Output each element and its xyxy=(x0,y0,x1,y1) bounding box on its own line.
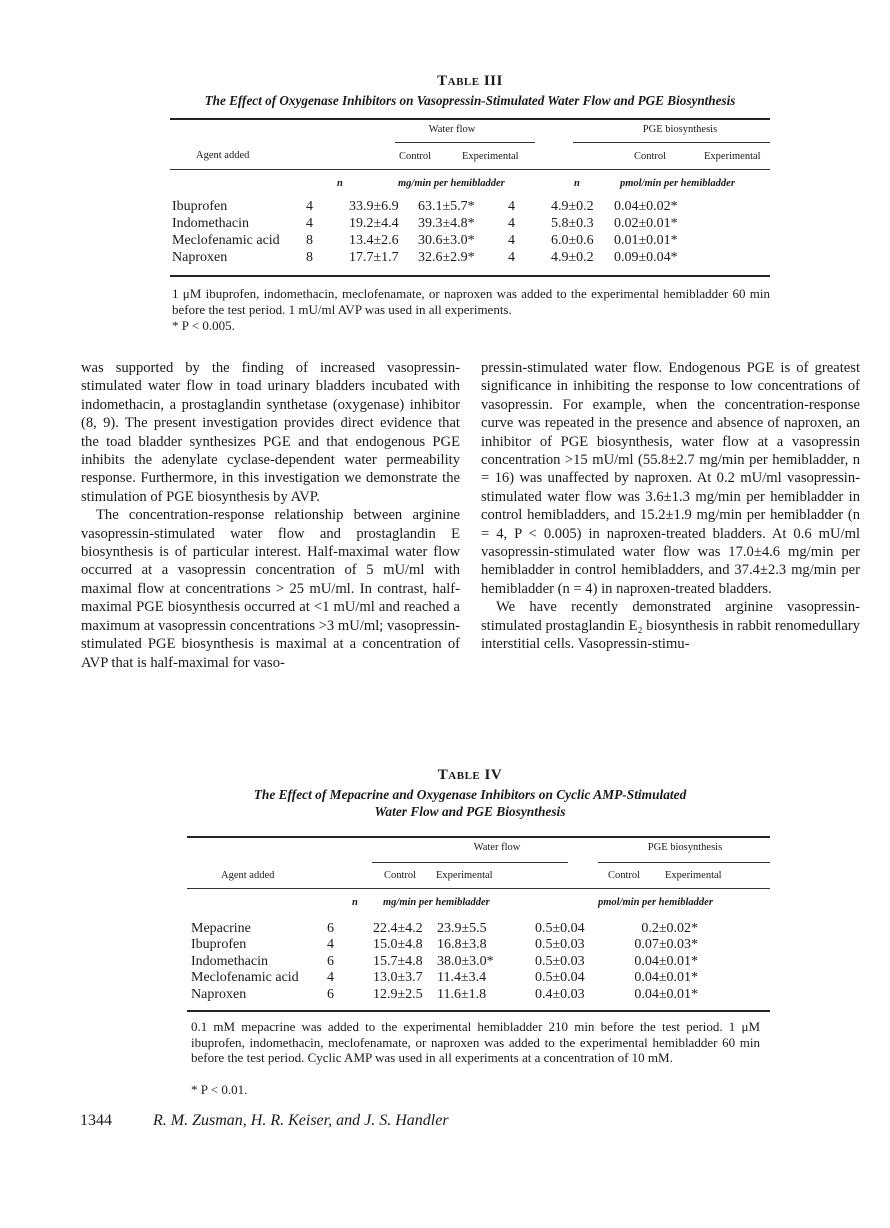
n-cell: 4 xyxy=(306,199,313,214)
table4-agent-header: Agent added xyxy=(221,870,275,881)
table3-agent-header: Agent added xyxy=(196,150,250,161)
table4-pge-exp-header: Experimental xyxy=(665,870,722,881)
n-cell: 4 xyxy=(306,216,313,231)
wf-exp-cell: 16.8±3.8 xyxy=(437,937,487,952)
pge-control-cell: 0.5±0.04 xyxy=(535,921,585,936)
n-cell: 8 xyxy=(306,250,313,265)
wf-control-cell: 13.0±3.7 xyxy=(373,970,423,985)
table4-label: Table IV xyxy=(437,767,503,783)
table4-header-rule xyxy=(187,888,770,889)
table3-pge-control-header: Control xyxy=(634,151,667,162)
pge-exp-cell: 0.01±0.01* xyxy=(614,233,678,248)
pge-control-cell: 4.9±0.2 xyxy=(551,250,594,265)
wf-control-cell: 22.4±4.2 xyxy=(373,921,423,936)
pge-control-cell: 6.0±0.6 xyxy=(551,233,594,248)
wf-control-cell: 19.2±4.4 xyxy=(349,216,399,231)
pge-exp-cell: 0.04±0.02* xyxy=(614,199,678,214)
agent-cell: Naproxen xyxy=(172,250,228,265)
paragraph: The concentration-response relationship between arginine vasopressin-stimulated water flow and prostaglandin E biosynthesis is of particular interest. Half-maximal water flow occurred at a vasopressin concentration of 5 mU/ml with maximal flow at concentrations > 25 mU/ml. In contrast, half-maximal PGE biosynthesis occurred at <1 mU/ml and reached a maximum at vasopressin concentrations >3 mU/ml; vasopressin-stimulated PGE biosynthesis is maximal at a concentration of AVP that is half-maximal for vaso- xyxy=(81,507,460,671)
wf-exp-cell: 39.3±4.8* xyxy=(418,216,475,231)
wf-exp-cell: 11.4±3.4 xyxy=(437,970,487,985)
pge-control-cell: 5.8±0.3 xyxy=(551,216,594,231)
table3-n2-label: n xyxy=(574,178,580,189)
n-cell: 4 xyxy=(508,250,515,265)
pge-exp-cell: 0.02±0.01* xyxy=(614,216,678,231)
n-cell: 6 xyxy=(327,987,334,1002)
table3-pge-unit: pmol/min per hemibladder xyxy=(620,178,735,189)
table3-pge-exp-header: Experimental xyxy=(704,151,761,162)
pge-control-cell: 0.4±0.03 xyxy=(535,987,585,1002)
paragraph: We have recently demonstrated arginine vasopressin-stimulated prostaglandin E₂ biosynthesis in rabbit renomedullary interstitial cells. Vasopressin-stimu- xyxy=(481,599,860,653)
agent-cell: Mepacrine xyxy=(191,921,251,936)
pge-control-cell: 0.5±0.03 xyxy=(535,937,585,952)
paragraph: pressin-stimulated water flow. Endogenous PGE is of greatest significance in inhibiting the response to low concentrations of vasopressin. For example, when the concentration-response curve was repeated in the presence and absence of naproxen, an inhibitor of PGE biosynthesis, water flow at a vasopressin concentration >15 mU/ml (55.8±2.7 mg/min per hemibladder, n = 16) was unaffected by naproxen. At 0.2 mU/ml vasopressin-stimulated water flow was 3.6±1.3 mg/min per hemibladder in control hemibladders, and 15.2±1.9 mg/min per hemibladder (n = 4, P < 0.005) in naproxen-treated bladders. At 0.6 mU/ml vasopressin-stimulated water flow was 17.0±4.6 mg/min per hemibladder in control hemibladders, and 37.4±2.3 mg/min per hemibladder (n = 4) in naproxen-treated bladders. xyxy=(481,360,860,597)
wf-control-cell: 13.4±2.6 xyxy=(349,233,399,248)
table3-top-rule xyxy=(170,118,770,120)
table4-water-unit: mg/min per hemibladder xyxy=(383,897,490,908)
table3-water-unit: mg/min per hemibladder xyxy=(398,178,505,189)
wf-control-cell: 17.7±1.7 xyxy=(349,250,399,265)
table4-caption-line2: Water Flow and PGE Biosynthesis xyxy=(374,804,566,819)
table4-wf-exp-header: Experimental xyxy=(436,870,493,881)
pge-exp-cell: 0.07±0.03* xyxy=(634,937,698,952)
wf-exp-cell: 32.6±2.9* xyxy=(418,250,475,265)
wf-exp-cell: 30.6±3.0* xyxy=(418,233,475,248)
pge-exp-cell: 0.2±0.02* xyxy=(641,921,698,936)
agent-cell: Indomethacin xyxy=(191,954,268,969)
wf-exp-cell: 11.6±1.8 xyxy=(437,987,487,1002)
agent-cell: Meclofenamic acid xyxy=(191,970,299,985)
n-cell: 4 xyxy=(508,233,515,248)
n-cell: 4 xyxy=(327,970,334,985)
wf-control-cell: 15.7±4.8 xyxy=(373,954,423,969)
table3-pge-rule xyxy=(573,142,770,143)
n-cell: 4 xyxy=(508,216,515,231)
pge-exp-cell: 0.04±0.01* xyxy=(634,970,698,985)
n-cell: 8 xyxy=(306,233,313,248)
n-cell: 6 xyxy=(327,954,334,969)
wf-control-cell: 15.0±4.8 xyxy=(373,937,423,952)
table3-wf-control-header: Control xyxy=(399,151,432,162)
table3-water-flow-header: Water flow xyxy=(428,124,476,135)
table3-bottom-rule xyxy=(170,275,770,277)
wf-exp-cell: 38.0±3.0* xyxy=(437,954,494,969)
table3-significance: * P < 0.005. xyxy=(172,318,235,333)
table4-wf-control-header: Control xyxy=(384,870,417,881)
table4-significance: * P < 0.01. xyxy=(191,1082,248,1097)
wf-control-cell: 33.9±6.9 xyxy=(349,199,399,214)
pge-control-cell: 4.9±0.2 xyxy=(551,199,594,214)
table4-note: 0.1 mM mepacrine was added to the experimental hemibladder 210 min before the test period. 1 μM ibuprofen, indomethacin, meclofenamate, or naproxen was added to the experimental hemibladder 60 min before the test period. Cyclic AMP was used in all experiments at a concentration of 10 mM. xyxy=(191,1019,760,1065)
pge-control-cell: 0.5±0.04 xyxy=(535,970,585,985)
table3-note: 1 μM ibuprofen, indomethacin, meclofenamate, or naproxen was added to the experimental hemibladder 60 min before the test period. 1 mU/ml AVP was used in all experiments. xyxy=(172,286,770,317)
wf-exp-cell: 23.9±5.5 xyxy=(437,921,487,936)
n-cell: 4 xyxy=(508,199,515,214)
pge-exp-cell: 0.09±0.04* xyxy=(614,250,678,265)
agent-cell: Indomethacin xyxy=(172,216,249,231)
table3-header-rule xyxy=(170,169,770,170)
table4-pge-control-header: Control xyxy=(608,870,641,881)
table3-water-flow-rule xyxy=(395,142,535,143)
agent-cell: Ibuprofen xyxy=(191,937,247,952)
table4-pge-rule xyxy=(598,862,770,863)
pge-exp-cell: 0.04±0.01* xyxy=(634,987,698,1002)
table4-bottom-rule xyxy=(187,1010,770,1012)
wf-exp-cell: 63.1±5.7* xyxy=(418,199,475,214)
n-cell: 4 xyxy=(327,937,334,952)
table3-wf-exp-header: Experimental xyxy=(462,151,519,162)
table4-n-label: n xyxy=(352,897,358,908)
page-number: 1344 xyxy=(80,1112,112,1129)
right-column xyxy=(481,359,860,654)
table3-pge-header: PGE biosynthesis xyxy=(642,124,718,135)
left-column xyxy=(81,359,460,672)
running-authors: R. M. Zusman, H. R. Keiser, and J. S. Handler xyxy=(153,1112,449,1129)
table4-pge-header: PGE biosynthesis xyxy=(647,842,723,853)
table3-n-label: n xyxy=(337,178,343,189)
table4-water-flow-rule xyxy=(372,862,568,863)
table3-label: Table III xyxy=(437,73,503,89)
table4-pge-unit: pmol/min per hemibladder xyxy=(598,897,713,908)
pge-control-cell: 0.5±0.03 xyxy=(535,954,585,969)
table4-caption-line1: The Effect of Mepacrine and Oxygenase Inhibitors on Cyclic AMP-Stimulated xyxy=(253,787,687,802)
pge-exp-cell: 0.04±0.01* xyxy=(634,954,698,969)
n-cell: 6 xyxy=(327,921,334,936)
paragraph: was supported by the finding of increased vasopressin-stimulated water flow in toad urinary bladders incubated with indomethacin, a prostaglandin synthetase (oxygenase) inhibitor (8, 9). The present investigation provides direct evidence that the toad bladder synthesizes PGE and that endogenous PGE inhibits the adenylate cyclase-dependent water permeability response. Furthermore, in this investigation we demonstrate the stimulation of PGE biosynthesis by AVP. xyxy=(81,360,460,505)
agent-cell: Meclofenamic acid xyxy=(172,233,280,248)
wf-control-cell: 12.9±2.5 xyxy=(373,987,423,1002)
table4-top-rule xyxy=(187,836,770,838)
agent-cell: Ibuprofen xyxy=(172,199,228,214)
agent-cell: Naproxen xyxy=(191,987,247,1002)
table3-caption: The Effect of Oxygenase Inhibitors on Vasopressin-Stimulated Water Flow and PGE Biosynthesis xyxy=(204,93,736,108)
table4-water-flow-header: Water flow xyxy=(473,842,521,853)
